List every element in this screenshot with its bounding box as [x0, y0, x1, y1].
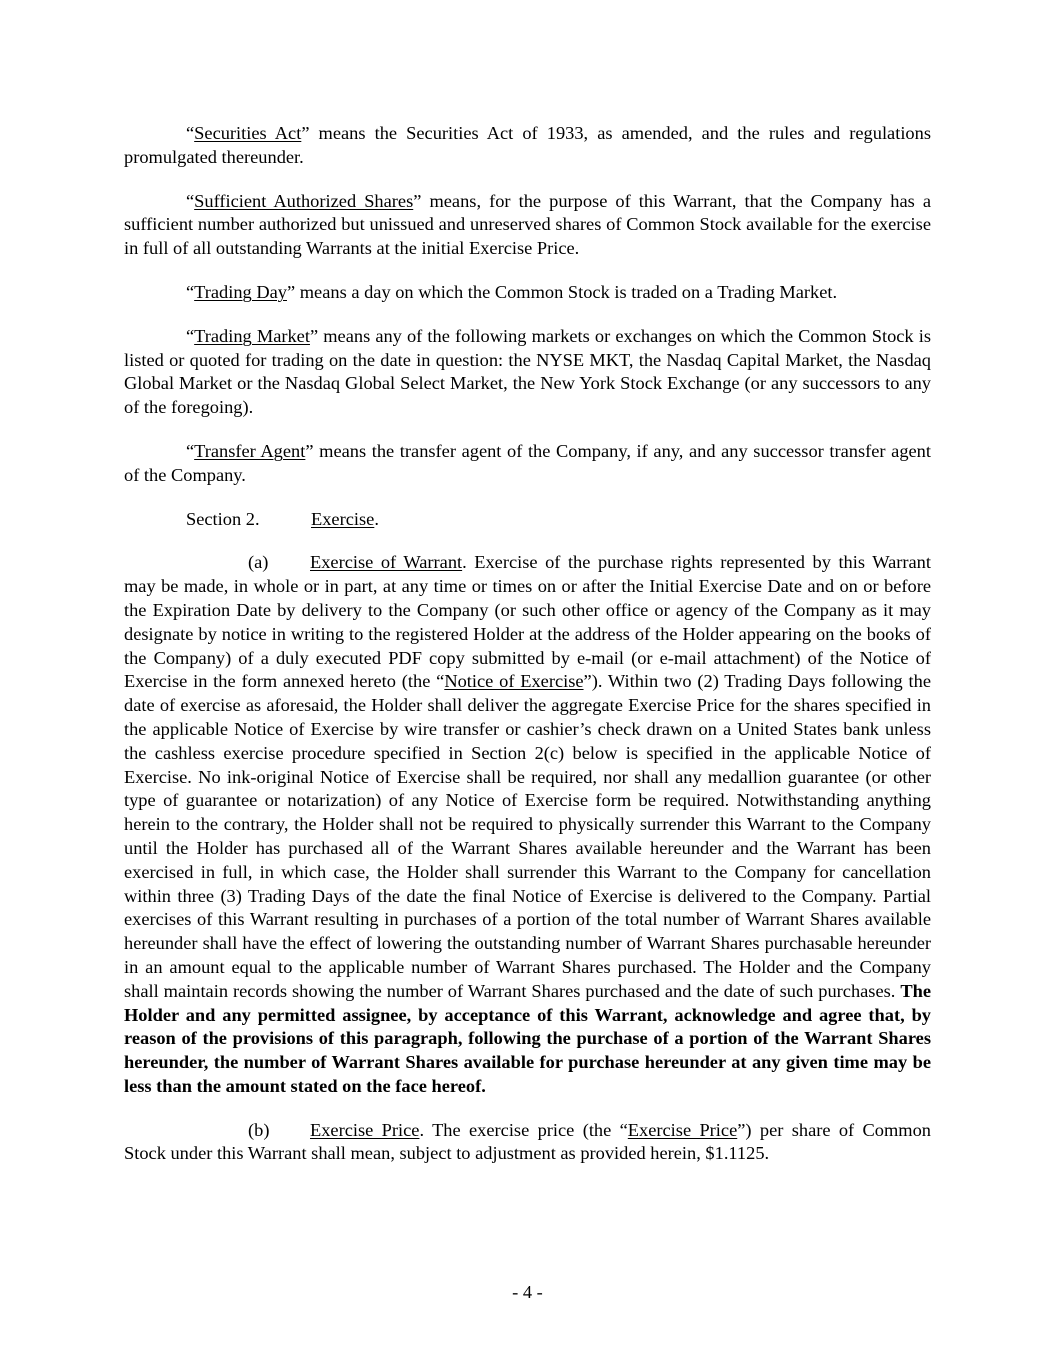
defined-term: Sufficient Authorized Shares — [194, 190, 414, 211]
subsection-b — [124, 1119, 931, 1167]
definition-text: ” means the Securities Act of 1933, as amended, and the rules and regulations promulgated thereunder. — [124, 123, 931, 167]
definition-text: ” means any of the following markets or exchanges on which the Common Stock is listed or quoted for trading on the date in question: the NYSE MKT, the Nasdaq Capital Market, the Nasdaq Global Market or the Nasdaq Global Select Market, the New York Stock Exchange (or any successors to any of the foregoing). — [124, 325, 931, 418]
subsection-text: ”). Within two (2) Trading Days following the date of exercise as aforesaid, the Holder shall deliver the aggregate Exercise Price for the shares specified in the applicable Notice of Exercise by wire transfer or cashier’s check drawn on a United States bank unless the cashless exercise procedure specified in Section 2(c) below is specified in the applicable Notice of Exercise. No ink-original Notice of Exercise shall be required, nor shall any medallion guarantee (or other type of guarantee or notarization) of any Notice of Exercise form be required. Notwithstanding anything herein to the contrary, the Holder shall not be required to physically surrender this Warrant to the Company until the Holder has purchased all of the Warrant Shares available hereunder and the Warrant has been exercised in full, in which case, the Holder shall surrender this Warrant to the Company for cancellation within three (3) Trading Days of the date the final Notice of Exercise is delivered to the Company. Partial exercises of this Warrant resulting in purchases of a portion of the total number of Warrant Shares available hereunder shall have the effect of lowering the outstanding number of Warrant Shares purchasable hereunder in an amount equal to the applicable number of Warrant Shares purchased. The Holder and the Company shall maintain records showing the number of Warrant Shares purchased and the date of such purchases. — [124, 671, 931, 1001]
definition-sufficient-authorized-shares — [124, 190, 931, 261]
subsection-letter: (a) — [248, 552, 269, 573]
document-page — [124, 122, 931, 1186]
subsection-text: . The exercise price (the “ — [419, 1119, 628, 1140]
definition-transfer-agent — [124, 440, 931, 488]
subsection-heading: Exercise of Warrant — [310, 552, 463, 573]
defined-term: Trading Market — [194, 325, 310, 346]
subsection-text: ”) per share of Common Stock under this Warrant shall mean, subject to adjustment as provided herein, $1.1125. — [124, 1119, 931, 1164]
open-quote: “ — [186, 281, 195, 302]
open-quote: “ — [186, 325, 195, 346]
open-quote: “ — [186, 123, 195, 143]
definition-text: ” means, for the purpose of this Warrant, that the Company has a sufficient number authorized but unissued and unreserved shares of Common Stock available for the exercise in full of all outstanding Warrants at the initial Exercise Price. — [124, 190, 931, 259]
definition-text: ” means the transfer agent of the Company, if any, and any successor transfer agent of the Company. — [124, 440, 931, 485]
subsection-text: . Exercise of the purchase rights represented by this Warrant may be made, in whole or in part, at any time or times on or after the Initial Exercise Date and on or before the Expiration Date by delivery to the Company (or such other office or agency of the Company as it may designate by notice in writing to the registered Holder at the address of the Holder appearing on the books of the Company) of a duly executed PDF copy submitted by e-mail (or e-mail attachment) of the Notice of Exercise in the form annexed hereto (the “ — [124, 552, 931, 692]
section-heading — [124, 508, 931, 532]
section-title: Exercise — [311, 508, 375, 529]
bold-acknowledgement: The Holder and any permitted assignee, by acceptance of this Warrant, acknowledge and agree that, by reason of the provisions of this paragraph, following the purchase of a portion of the Warrant Shares hereunder, the number of Warrant Shares available for purchase hereunder at any given time may be less than the amount stated on the face hereof. — [124, 980, 931, 1096]
subsection-a — [124, 551, 931, 1098]
definition-trading-day — [124, 281, 931, 305]
defined-term: Exercise Price — [627, 1119, 738, 1140]
subsection-heading: Exercise Price — [310, 1119, 420, 1140]
section-number: Section 2. — [186, 508, 260, 529]
defined-term: Transfer Agent — [194, 440, 306, 461]
definition-text: ” means a day on which the Common Stock is traded on a Trading Market. — [286, 281, 838, 302]
defined-term: Securities Act — [194, 123, 302, 143]
defined-term: Trading Day — [194, 281, 287, 302]
subsection-letter: (b) — [248, 1119, 270, 1140]
definition-securities-act — [124, 122, 931, 170]
page-number: - 4 - — [512, 1282, 543, 1302]
open-quote: “ — [186, 190, 195, 211]
defined-term: Notice of Exercise — [444, 671, 584, 692]
open-quote: “ — [186, 440, 195, 461]
definition-trading-market — [124, 325, 931, 420]
section-title-end: . — [374, 508, 379, 529]
